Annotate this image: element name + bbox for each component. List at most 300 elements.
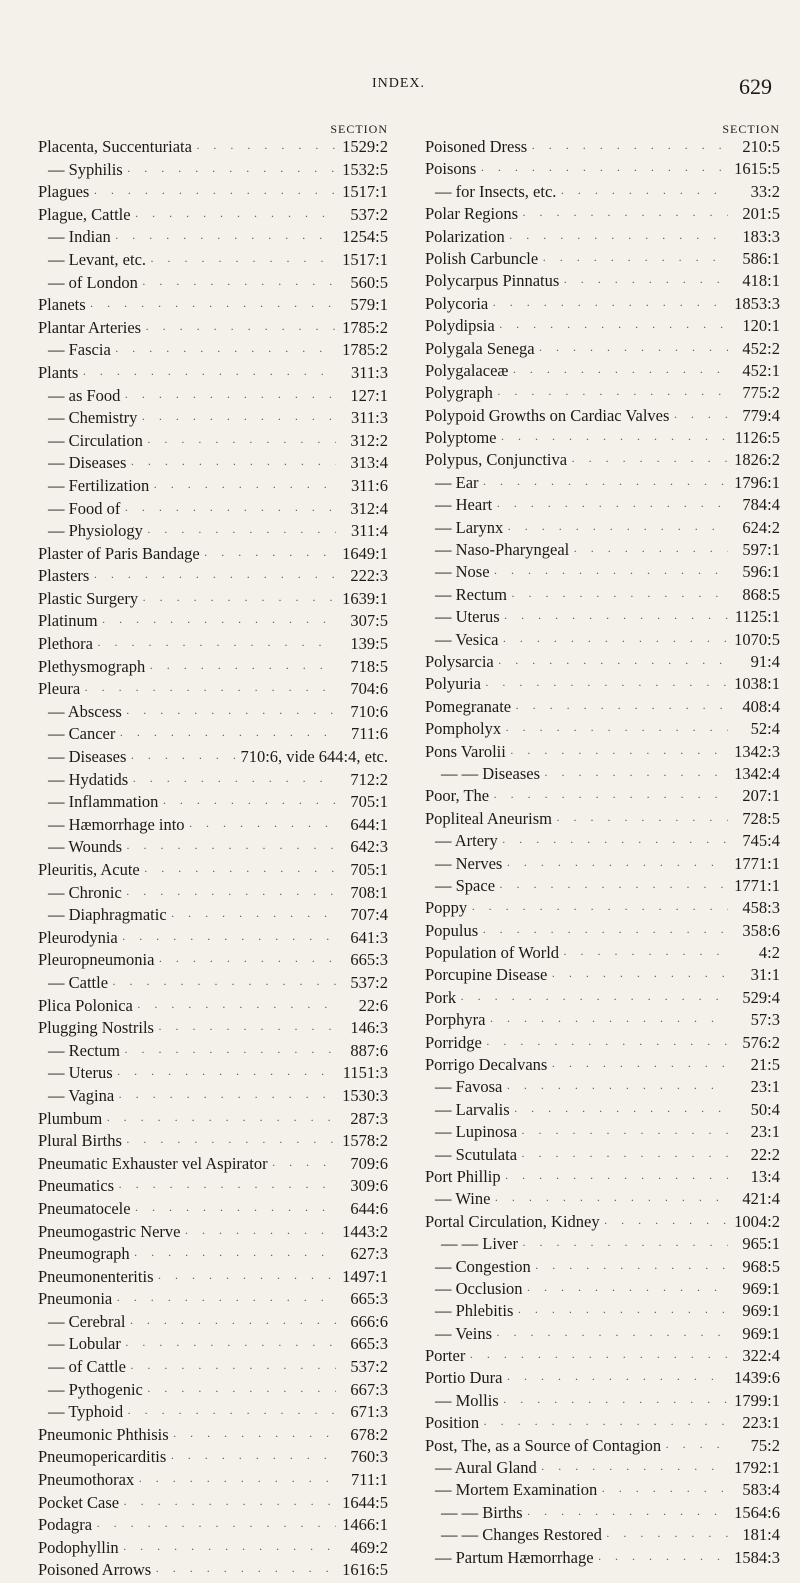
page-number: 629 xyxy=(739,74,772,99)
index-term: Plethora xyxy=(38,634,93,654)
leader-dots xyxy=(126,1357,336,1380)
leader-dots xyxy=(499,1391,728,1413)
leader-dots xyxy=(113,1063,336,1086)
leader-dots xyxy=(467,898,728,920)
section-reference: 1792:1 xyxy=(734,1458,780,1478)
index-entry xyxy=(425,1479,780,1501)
leader-dots xyxy=(118,928,336,951)
index-entry xyxy=(425,629,780,651)
index-entry xyxy=(425,1166,780,1188)
index-term: — Partum Hæmorrhage xyxy=(435,1547,594,1567)
index-term: — Inflammation xyxy=(48,792,159,812)
leader-dots xyxy=(120,386,336,409)
index-term: — Circulation xyxy=(48,430,143,450)
index-entry xyxy=(425,673,780,695)
section-reference: 23:1 xyxy=(750,1077,780,1097)
section-reference: 1517:1 xyxy=(342,249,388,269)
leader-dots xyxy=(517,1122,728,1144)
index-term: Polyptome xyxy=(425,428,497,448)
leader-dots xyxy=(78,363,336,386)
index-term: Pomegranate xyxy=(425,696,512,716)
leader-dots xyxy=(502,1077,728,1099)
index-entry xyxy=(38,972,388,995)
index-term: — Scutulata xyxy=(435,1144,518,1164)
section-reference: 678:2 xyxy=(350,1424,388,1444)
index-entry xyxy=(38,791,388,814)
index-entry xyxy=(425,875,780,897)
index-entry xyxy=(38,1198,388,1221)
index-term: Pleura xyxy=(38,679,81,699)
section-reference: 718:5 xyxy=(350,656,388,676)
leader-dots xyxy=(498,630,728,652)
index-entry xyxy=(425,741,780,763)
index-entry xyxy=(425,1211,780,1233)
index-entry xyxy=(38,1175,388,1198)
section-reference: 537:2 xyxy=(350,972,388,992)
index-entry xyxy=(38,656,388,679)
section-reference: 627:3 xyxy=(350,1244,388,1264)
index-term: Porridge xyxy=(425,1032,482,1052)
index-entry xyxy=(425,763,780,785)
index-entry xyxy=(38,927,388,950)
index-entry xyxy=(38,204,388,227)
leader-dots xyxy=(552,809,728,831)
section-reference: 311:4 xyxy=(351,521,388,541)
index-term: — Nerves xyxy=(435,853,503,873)
index-term: — Typhoid xyxy=(48,1402,124,1422)
leader-dots xyxy=(122,883,336,906)
index-entry xyxy=(425,158,780,180)
index-entry xyxy=(38,1017,388,1040)
section-reference: 1785:2 xyxy=(342,340,388,360)
section-reference: 50:4 xyxy=(750,1099,780,1119)
index-entry xyxy=(38,1537,388,1560)
index-entry xyxy=(38,1040,388,1063)
index-term: — of Cattle xyxy=(48,1357,126,1377)
section-reference: 708:1 xyxy=(350,882,388,902)
leader-dots xyxy=(669,406,728,428)
leader-dots xyxy=(140,860,336,883)
leader-dots xyxy=(131,1199,336,1222)
section-reference: 641:3 xyxy=(350,927,388,947)
section-reference: 1584:3 xyxy=(734,1547,780,1567)
section-reference: 665:3 xyxy=(350,1289,388,1309)
section-reference: 1443:2 xyxy=(342,1221,388,1241)
index-term: — Lupinosa xyxy=(435,1122,518,1142)
index-entry xyxy=(425,449,780,471)
leader-dots xyxy=(492,495,728,517)
index-term: Placenta, Succenturiata xyxy=(38,137,192,156)
leader-dots xyxy=(547,1055,728,1077)
index-term: Polycoria xyxy=(425,293,489,313)
leader-dots xyxy=(508,361,728,383)
section-reference: 711:1 xyxy=(351,1470,388,1490)
index-term: — Indian xyxy=(48,227,111,247)
index-entry xyxy=(425,1144,780,1166)
section-reference: 745:4 xyxy=(742,831,780,851)
leader-dots xyxy=(185,815,336,838)
index-entry xyxy=(425,360,780,382)
index-term: Plumbum xyxy=(38,1108,103,1128)
section-reference: 22:6 xyxy=(358,995,388,1015)
leader-dots xyxy=(123,1402,336,1425)
leader-dots xyxy=(143,1380,336,1403)
leader-dots xyxy=(502,1368,728,1390)
section-heading: SECTION xyxy=(722,122,780,136)
leader-dots xyxy=(540,764,728,786)
leader-dots xyxy=(192,137,336,160)
index-entry xyxy=(425,226,780,248)
leader-dots xyxy=(122,1131,336,1154)
section-reference: 1796:1 xyxy=(734,472,780,492)
index-entry xyxy=(38,882,388,905)
index-term: Porter xyxy=(425,1346,466,1366)
section-reference: 583:4 xyxy=(742,1480,780,1500)
leader-dots xyxy=(497,428,728,450)
leader-dots xyxy=(498,831,728,853)
leader-dots xyxy=(126,747,240,770)
index-entry xyxy=(38,723,388,746)
leader-dots xyxy=(476,159,728,181)
index-entry xyxy=(425,1435,780,1457)
index-term: Polar Regions xyxy=(425,204,519,224)
leader-dots xyxy=(154,1018,336,1041)
index-term: Port Phillip xyxy=(425,1166,501,1186)
index-entry xyxy=(425,1099,780,1121)
index-term: Pons Varolii xyxy=(425,741,506,761)
leader-dots xyxy=(597,1480,728,1502)
section-reference: 22:2 xyxy=(750,1144,780,1164)
leader-dots xyxy=(567,450,728,472)
index-entry xyxy=(425,718,780,740)
leader-dots xyxy=(143,431,336,454)
index-entry xyxy=(425,1300,780,1322)
section-reference: 127:1 xyxy=(350,385,388,405)
index-entry xyxy=(425,1345,780,1367)
index-entry xyxy=(425,203,780,225)
section-reference: 1639:1 xyxy=(342,588,388,608)
section-reference: 75:2 xyxy=(750,1435,780,1455)
index-term: Plica Polonica xyxy=(38,995,133,1015)
section-reference: 1771:1 xyxy=(734,853,780,873)
section-reference: 710:6, vide 644:4, etc. xyxy=(240,747,388,767)
index-term: Polydipsia xyxy=(425,316,495,336)
index-term: — Cattle xyxy=(48,972,109,992)
index-term: — Space xyxy=(435,875,496,895)
leader-dots xyxy=(488,294,728,316)
leader-dots xyxy=(119,1493,336,1516)
index-term: — — Diseases xyxy=(441,763,540,783)
index-term: Pleurodynia xyxy=(38,927,118,947)
section-reference: 1799:1 xyxy=(734,1390,780,1410)
section-reference: 311:3 xyxy=(351,362,388,382)
index-entry xyxy=(425,405,780,427)
leader-dots xyxy=(92,1515,336,1538)
section-reference: 760:3 xyxy=(350,1447,388,1467)
section-reference: 201:5 xyxy=(742,204,780,224)
section-reference: 1070:5 xyxy=(734,629,780,649)
section-reference: 1564:6 xyxy=(734,1502,780,1522)
index-entry xyxy=(38,769,388,792)
index-entry xyxy=(38,1243,388,1266)
index-term: Portio Dura xyxy=(425,1368,503,1388)
index-entry xyxy=(425,696,780,718)
index-term: — Chemistry xyxy=(48,408,138,428)
leader-dots xyxy=(517,1145,728,1167)
section-reference: 537:2 xyxy=(350,1357,388,1377)
section-reference: 775:2 xyxy=(742,383,780,403)
index-term: — Abscess xyxy=(48,701,122,721)
index-term: Pneumograph xyxy=(38,1244,130,1264)
index-entry xyxy=(38,1288,388,1311)
index-term: — Fertilization xyxy=(48,475,150,495)
index-entry xyxy=(425,181,780,203)
section-reference: 452:1 xyxy=(742,360,780,380)
leader-dots xyxy=(114,1176,336,1199)
section-reference: 1771:1 xyxy=(734,875,780,895)
section-reference: 313:4 xyxy=(350,453,388,473)
index-term: Polygalaceæ xyxy=(425,360,509,380)
index-entry xyxy=(38,565,388,588)
section-reference: 1342:4 xyxy=(734,763,780,783)
index-entry xyxy=(425,382,780,404)
section-reference: 146:3 xyxy=(350,1018,388,1038)
leader-dots xyxy=(154,950,336,973)
index-term: — Mollis xyxy=(435,1390,499,1410)
leader-dots xyxy=(126,453,336,476)
index-term: — of London xyxy=(48,272,138,292)
index-entry xyxy=(425,1502,780,1524)
index-entry xyxy=(38,1379,388,1402)
index-term: Pneumatic Exhauster vel Aspirator xyxy=(38,1153,268,1173)
leader-dots xyxy=(134,1470,336,1493)
index-term: Polypoid Growths on Cardiac Valves xyxy=(425,405,670,425)
index-term: Poisoned Arrows xyxy=(38,1560,152,1580)
index-term: — Lobular xyxy=(48,1334,121,1354)
leader-dots xyxy=(594,1548,728,1570)
index-entry xyxy=(38,339,388,362)
index-entry xyxy=(425,1054,780,1076)
index-term: — Diseases xyxy=(48,747,127,767)
index-entry xyxy=(425,494,780,516)
index-entry xyxy=(38,588,388,611)
section-reference: 57:3 xyxy=(750,1010,780,1030)
leader-dots xyxy=(495,316,728,338)
index-entry xyxy=(425,338,780,360)
index-entry xyxy=(425,136,780,158)
index-entry xyxy=(38,859,388,882)
section-reference: 287:3 xyxy=(350,1108,388,1128)
index-term: Pneumothorax xyxy=(38,1470,135,1490)
section-reference: 644:1 xyxy=(350,814,388,834)
leader-dots xyxy=(121,1334,336,1357)
section-reference: 210:5 xyxy=(742,137,780,156)
leader-dots xyxy=(131,205,336,228)
section-reference: 421:4 xyxy=(742,1189,780,1209)
index-entry xyxy=(38,498,388,521)
index-entry xyxy=(38,317,388,340)
section-reference: 1517:1 xyxy=(342,182,388,202)
section-reference: 705:1 xyxy=(350,792,388,812)
leader-dots xyxy=(500,607,728,629)
section-reference: 21:5 xyxy=(750,1055,780,1075)
index-term: — Artery xyxy=(435,831,498,851)
index-entry xyxy=(425,1032,780,1054)
section-reference: 596:1 xyxy=(742,562,780,582)
index-entry xyxy=(38,1085,388,1108)
section-reference: 1532:5 xyxy=(342,159,388,179)
section-reference: 1530:3 xyxy=(342,1085,388,1105)
leader-dots xyxy=(502,854,728,876)
section-reference: 969:1 xyxy=(742,1323,780,1343)
index-entry xyxy=(38,1424,388,1447)
section-reference: 1529:2 xyxy=(342,137,388,156)
section-reference: 1616:5 xyxy=(342,1560,388,1580)
leader-dots xyxy=(123,160,336,183)
section-reference: 408:4 xyxy=(742,696,780,716)
leader-dots xyxy=(133,996,336,1019)
leader-dots xyxy=(89,566,336,589)
index-term: — Congestion xyxy=(435,1256,531,1276)
index-entry xyxy=(425,427,780,449)
index-term: — Diaphragmatic xyxy=(48,905,167,925)
section-reference: 969:1 xyxy=(742,1278,780,1298)
index-term: Polygala Senega xyxy=(425,338,535,358)
section-reference: 887:6 xyxy=(350,1040,388,1060)
section-reference: 710:6 xyxy=(350,701,388,721)
index-term: Planets xyxy=(38,295,86,315)
leader-dots xyxy=(98,611,336,634)
leader-dots xyxy=(489,786,728,808)
leader-dots xyxy=(661,1436,728,1458)
index-term: — Fascia xyxy=(48,340,111,360)
index-entry xyxy=(425,1076,780,1098)
leader-dots xyxy=(531,1257,728,1279)
section-reference: 52:4 xyxy=(750,719,780,739)
section-reference: 33:2 xyxy=(750,181,780,201)
section-reference: 458:3 xyxy=(742,898,780,918)
section-reference: 1038:1 xyxy=(734,674,780,694)
index-term: — Chronic xyxy=(48,882,122,902)
section-reference: 13:4 xyxy=(750,1166,780,1186)
index-entry xyxy=(38,1333,388,1356)
leader-dots xyxy=(547,965,728,987)
section-reference: 222:3 xyxy=(350,566,388,586)
index-entry xyxy=(38,136,388,159)
section-reference: 1649:1 xyxy=(342,543,388,563)
index-term: Pneumatics xyxy=(38,1176,115,1196)
leader-dots xyxy=(492,1324,728,1346)
section-reference: 91:4 xyxy=(750,651,780,671)
index-term: Plasters xyxy=(38,566,90,586)
index-term: Polarization xyxy=(425,226,505,246)
index-term: — — Liver xyxy=(441,1234,518,1254)
index-term: Pneumopericarditis xyxy=(38,1447,167,1467)
section-reference: 709:6 xyxy=(350,1153,388,1173)
section-reference: 644:6 xyxy=(350,1198,388,1218)
index-term: — Favosa xyxy=(435,1077,503,1097)
index-term: Podagra xyxy=(38,1515,93,1535)
section-reference: 707:4 xyxy=(350,905,388,925)
index-term: — Pythogenic xyxy=(48,1379,143,1399)
index-entry xyxy=(38,520,388,543)
index-term: — Rectum xyxy=(48,1040,120,1060)
index-entry xyxy=(38,814,388,837)
section-reference: 418:1 xyxy=(742,271,780,291)
index-term: — — Births xyxy=(441,1502,523,1522)
section-reference: 1785:2 xyxy=(342,317,388,337)
index-term: Platinum xyxy=(38,611,98,631)
index-term: Pneumonenteritis xyxy=(38,1266,154,1286)
leader-dots xyxy=(501,1167,728,1189)
index-entry xyxy=(425,1547,780,1569)
index-term: Pleuritis, Acute xyxy=(38,860,140,879)
index-term: — Nose xyxy=(435,562,490,582)
section-reference: 31:1 xyxy=(750,965,780,985)
leader-dots xyxy=(122,837,336,860)
leader-dots xyxy=(119,1538,336,1561)
index-entry xyxy=(425,897,780,919)
index-entry xyxy=(38,159,388,182)
section-reference: 969:1 xyxy=(742,1301,780,1321)
section-reference: 139:5 xyxy=(350,634,388,654)
index-term: Podophyllin xyxy=(38,1537,119,1557)
index-term: Popliteal Aneurism xyxy=(425,808,552,828)
section-reference: 712:2 xyxy=(350,769,388,789)
leader-dots xyxy=(153,1267,336,1290)
index-entry xyxy=(38,272,388,295)
leader-dots xyxy=(482,1033,728,1055)
index-entry xyxy=(38,430,388,453)
index-entry xyxy=(425,853,780,875)
leader-dots xyxy=(169,1425,336,1448)
section-reference: 1439:6 xyxy=(734,1368,780,1388)
leader-dots xyxy=(600,1212,728,1234)
leader-dots xyxy=(523,1279,728,1301)
section-reference: 1004:2 xyxy=(734,1211,780,1231)
leader-dots xyxy=(115,724,336,747)
index-term: — Uterus xyxy=(48,1063,113,1083)
index-entry xyxy=(38,362,388,385)
index-entry xyxy=(425,270,780,292)
index-entry xyxy=(38,543,388,566)
index-term: Plague, Cattle xyxy=(38,204,131,224)
index-term: — — Changes Restored xyxy=(441,1525,602,1545)
section-reference: 779:4 xyxy=(742,405,780,425)
section-reference: 1644:5 xyxy=(342,1492,388,1512)
section-reference: 312:4 xyxy=(350,498,388,518)
leader-dots xyxy=(167,905,336,928)
leader-dots xyxy=(93,634,336,657)
leader-dots xyxy=(200,544,336,567)
section-reference: 1615:5 xyxy=(734,159,780,179)
index-entry xyxy=(38,678,388,701)
index-entry xyxy=(38,949,388,972)
section-reference: 120:1 xyxy=(742,316,780,336)
leader-dots xyxy=(86,295,336,318)
leader-dots xyxy=(108,973,336,996)
index-term: — Diseases xyxy=(48,453,127,473)
section-reference: 666:6 xyxy=(350,1311,388,1331)
leader-dots xyxy=(143,521,336,544)
section-reference: 667:3 xyxy=(350,1379,388,1399)
section-reference: 4:2 xyxy=(758,943,780,963)
page-title: INDEX. xyxy=(372,76,426,91)
leader-dots xyxy=(490,562,728,584)
leader-dots xyxy=(493,383,728,405)
index-term: Plagues xyxy=(38,182,90,202)
index-term: — Uterus xyxy=(435,607,500,627)
